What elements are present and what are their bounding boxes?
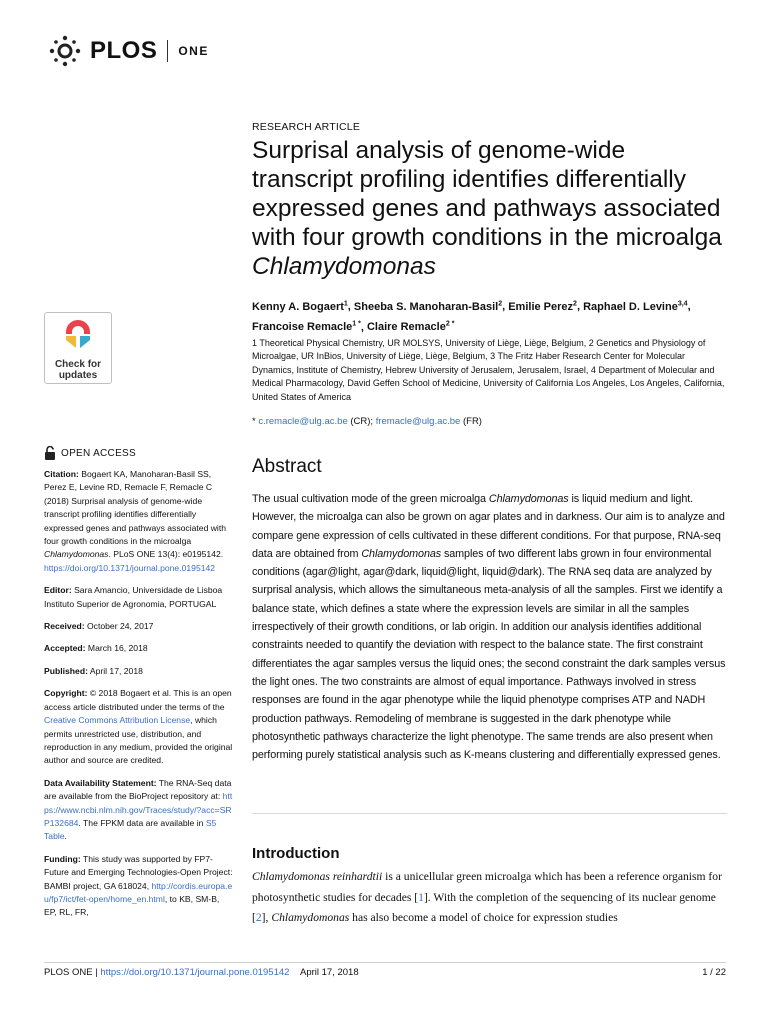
accepted-label: Accepted: <box>44 643 86 654</box>
author-affiliation-mark: 1 <box>343 300 348 307</box>
check-for-updates-badge[interactable] <box>44 312 112 384</box>
received-label: Received: <box>44 621 85 632</box>
accepted-date: March 16, 2018 <box>85 643 148 654</box>
article-type: RESEARCH ARTICLE <box>252 121 361 133</box>
author-list: Kenny A. Bogaert$^1$, Sheeba S. Manoharan-Basil$^2$, Emilie Perez$^2$, Raphael D. Levine$^{3,4}$, Francoise Remacle$^{1 *}$, Claire Remacle$^{2 *}$ <box>252 300 691 334</box>
page-number: 1 / 22 <box>702 967 726 978</box>
data-availability-after: . The FPKM data are available in <box>78 817 206 828</box>
abstract-text <box>252 490 727 764</box>
data-availability-label: Data Availability Statement: <box>44 777 157 788</box>
footer-divider <box>44 962 726 963</box>
author-affiliation-mark: 2 <box>498 300 503 307</box>
footer-left <box>44 967 359 978</box>
copyright-after: , which permits unrestricted use, distribution, and reproduction in any medium, provided the original author and source are credited. <box>44 715 233 766</box>
abstract-part-1: The usual cultivation mode of the green microalga <box>252 493 489 505</box>
abstract-heading: Abstract <box>252 456 322 477</box>
author-name <box>252 321 361 333</box>
plos-ornament-icon <box>48 34 82 68</box>
affiliations: 1 Theoretical Physical Chemistry, UR MOLSYS, University of Liège, Liège, Belgium, 2 Genetics and Physiology of Microalgae, UR InBios, University of Liège, Liège, Belgium, 3 The Fritz Haber Research Center for Molecular Dynamics, Institute of Chemistry, Hebrew University of Jerusalem, Jerusalem, Israel, 4 Department of Molecular and Medical Pharmacology, David Geffen School of Medicine, University of California Los Angeles, Los Angeles, California, United States of America <box>252 338 725 402</box>
intro-italic-1: Chlamydomonas reinhardtii <box>252 870 383 883</box>
email-end: (FR) <box>460 416 482 427</box>
funding-after: , to KB, SM-B, EP, RL, FR, <box>44 893 220 918</box>
editor-block <box>44 584 234 611</box>
s5-table-link[interactable]: S5 Table <box>44 817 217 842</box>
citation-text: Bogaert KA, Manoharan-Basil SS, Perez E, Levine RD, Remacle F, Remacle C (2018) Surprisal analysis of genome-wide transcript profiling identifies differentially expressed genes and pathways associated with four growth conditions in the microalga <box>44 469 227 547</box>
journal-sub: ONE <box>178 44 209 58</box>
funding-block <box>44 853 234 920</box>
article-title <box>252 136 722 281</box>
open-access-text: OPEN ACCESS <box>61 447 136 459</box>
author-affiliation-mark: 1 * <box>352 320 361 328</box>
intro-italic-2: Chlamydomonas <box>271 911 350 924</box>
author-name <box>354 301 502 313</box>
published-label: Published: <box>44 665 88 676</box>
author-name-text: Sheeba S. Manoharan-Basil <box>353 300 499 313</box>
editor-text: Sara Amancio, Universidade de Lisboa Instituto Superior de Agronomia, PORTUGAL <box>44 585 223 609</box>
intro-part-3: ], <box>261 911 272 924</box>
data-availability-text: The RNA-Seq data are available from the BioProject repository at: <box>44 777 232 802</box>
author-name-text: Claire Remacle <box>366 321 446 334</box>
author-name-text: Kenny A. Bogaert <box>252 300 344 313</box>
published-block <box>44 665 234 678</box>
copyright-label: Copyright: <box>44 688 88 699</box>
data-availability-end: . <box>64 831 67 842</box>
author-name-text: Raphael D. Levine <box>583 300 678 313</box>
author-affiliation-mark: 2 <box>573 300 577 307</box>
email-link-2[interactable]: fremacle@ulg.ac.be <box>375 416 461 427</box>
email-star: * <box>252 416 256 427</box>
email-link-1[interactable]: c.remacle@ulg.ac.be <box>258 416 348 427</box>
badge-line1: Check for <box>54 359 102 370</box>
copyright-block <box>44 687 234 767</box>
author-name <box>583 301 688 313</box>
journal-brand: PLOS <box>90 37 158 64</box>
title-main: Surprisal analysis of genome-wide transcript profiling identifies differentially expressed genes and pathways associated with four growth conditions in the microalga <box>252 137 722 251</box>
intro-part-4: has also become a model of choice for expression studies <box>349 911 618 924</box>
logo-divider <box>167 40 168 62</box>
page-footer <box>44 967 726 978</box>
license-link[interactable]: Creative Commons Attribution License <box>44 715 191 726</box>
email-mid: (CR); <box>347 416 376 427</box>
badge-line2: updates <box>58 370 98 381</box>
received-date: October 24, 2017 <box>84 621 154 632</box>
article-metadata <box>44 468 234 929</box>
citation-label: Citation: <box>44 469 79 479</box>
title-italic: Chlamydomonas <box>252 253 436 280</box>
abstract-part-3: samples of two different labs grown in four environmental conditions (agar@light, agar@dark, liquid@light, liquid@dark). The RNA seq data are analyzed by surprisal analysis, which allows the simultaneous meta-analysis of all the samples. First we identify a balance state, which defines a state where the expression levels are similar in all the samples irrespectively of their growth conditions, or lab origin. In addition our analysis identifies additional constraints needed to quantify the deviation with respect to the balance state. The first constraint differentiates the agar samples versus the liquid ones; the second constraint the dark samples versus the light ones. The two constraints are almost of equal importance. Pathways involved in stress responses are found in the agar phenotype while the liquid phenotype comprises ATP and NADH production pathways. Remodeling of membrane is suggested in the dark phenotype while photosynthetic pathways characterize the light phenotype. The same trends are also present when performing purely statistical analysis such as K-means clustering and differentially expressed genes. <box>252 547 726 762</box>
funding-text: This study was supported by FP7-Future and Emerging Technologies-Open Project: BAMBI project, GA 618024, <box>44 853 233 891</box>
author-name-text: Emilie Perez <box>508 300 574 313</box>
editor-label: Editor: <box>44 585 72 596</box>
author-affiliation-mark: 3,4 <box>677 300 688 307</box>
received-block <box>44 620 234 633</box>
journal-logo <box>48 34 209 68</box>
section-divider <box>252 813 727 814</box>
author-name <box>508 301 577 313</box>
citation-after: . PLoS ONE 13(4): e0195142. <box>108 549 224 560</box>
author-name <box>367 321 454 333</box>
accepted-block <box>44 642 234 655</box>
intro-part-2: ]. With the completion of the sequencing of its nuclear genome [ <box>252 890 716 924</box>
abstract-part-2: is liquid medium and light. However, the microalga can also be grown on agar plates and in darkness. Our aim is to analyze and compare gene expression of cells cultivated in these different conditions. For that purpose, RNA-seq data are obtained from <box>252 493 725 560</box>
citation-block <box>44 468 234 575</box>
copyright-text: © 2018 Bogaert et al. This is an open access article distributed under the terms of the <box>44 688 232 712</box>
cordis-link[interactable]: http://cordis.europa.eu/fp7/ict/fet-open/home_en.html <box>44 880 233 904</box>
reference-link-2[interactable]: 2 <box>255 911 262 924</box>
bioproject-link[interactable]: https://www.ncbi.nlm.nih.gov/Traces/study/?acc=SRP132684 <box>44 791 233 828</box>
open-access-label <box>44 446 136 460</box>
citation-italic: Chlamydomonas <box>44 549 109 560</box>
corresponding-emails <box>252 416 722 427</box>
published-date: April 17, 2018 <box>87 665 143 676</box>
footer-doi-link[interactable]: https://doi.org/10.1371/journal.pone.0195142 <box>100 967 290 978</box>
author-name-text: Francoise Remacle <box>252 321 353 334</box>
funding-label: Funding: <box>44 853 81 864</box>
footer-date: April 17, 2018 <box>300 967 359 978</box>
author-affiliation-mark: 2 * <box>445 320 455 328</box>
data-availability-block <box>44 777 234 844</box>
author-name <box>252 301 348 313</box>
crossmark-icon <box>63 318 93 350</box>
introduction-text <box>252 867 727 929</box>
citation-doi-link[interactable]: https://doi.org/10.1371/journal.pone.0195142 <box>44 562 216 573</box>
introduction-heading: Introduction <box>252 845 340 862</box>
open-lock-icon <box>44 446 56 460</box>
reference-link-1[interactable]: 1 <box>418 890 424 904</box>
footer-journal: PLOS ONE | <box>44 967 101 978</box>
abstract-italic-2: Chlamydomonas <box>361 547 442 560</box>
intro-part-1: is a unicellular green microalga which has been a reference organism for photosynthetic studies for decades [ <box>252 870 722 904</box>
abstract-italic-1: Chlamydomonas <box>488 493 569 505</box>
